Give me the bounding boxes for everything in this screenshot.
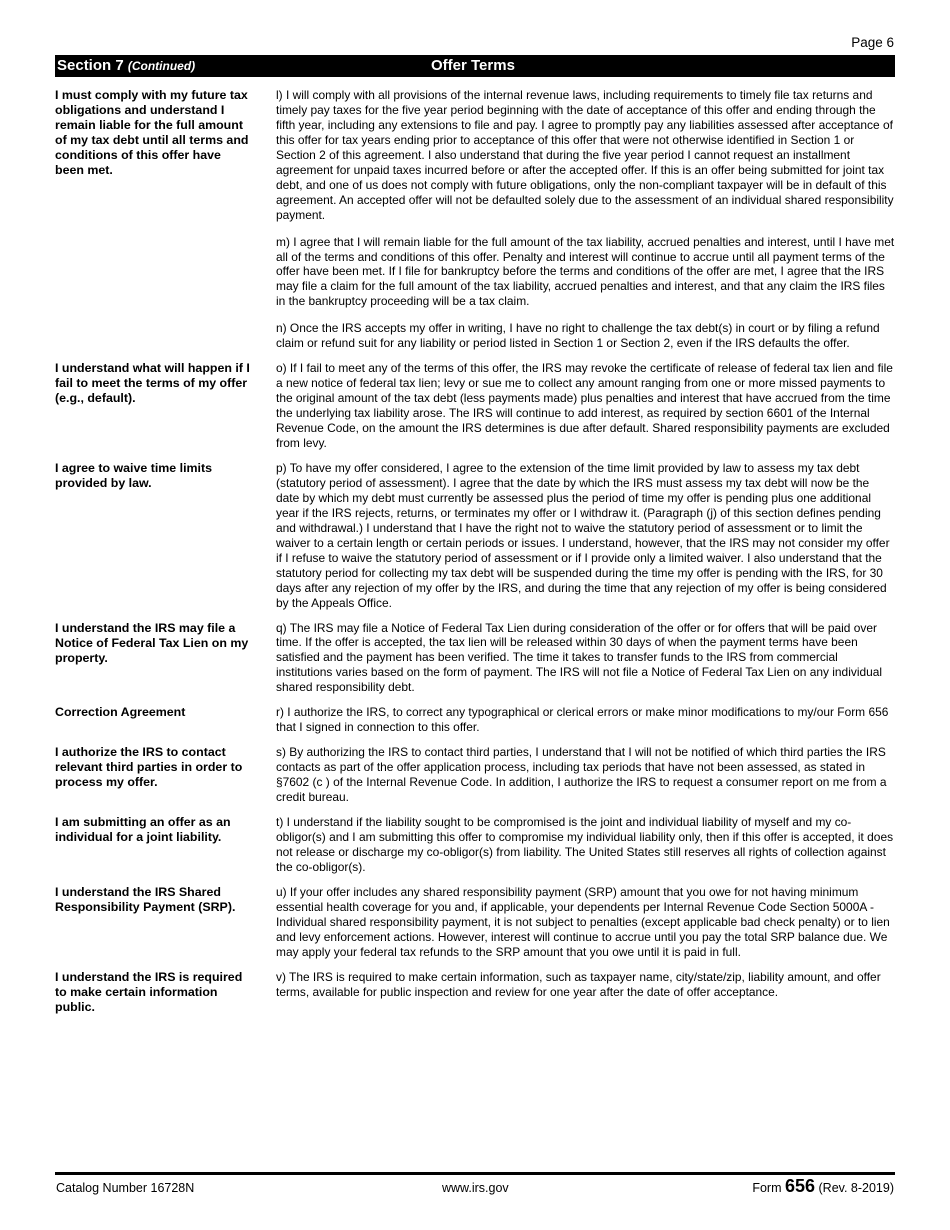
- term-paragraph: v) The IRS is required to make certain information, such as taxpayer name, city/state/zip, liability amount, and offer terms, available for public inspection and review for one year after the date of offer acceptance.: [276, 969, 881, 999]
- term-paragraph: q) The IRS may file a Notice of Federal Tax Lien during consideration of the offer or for offers that will be paid over time. If the offer is accepted, the tax lien will be released within 30 days of when the payment terms have been satisfied and the payment has been verified. The time it takes to transfer funds to the IRS from commercial institutions varies based on the form of payment. The IRS will not file a Notice of Federal Tax Lien on any individual shared responsibility debt.: [276, 620, 883, 695]
- term-paragraph: s) By authorizing the IRS to contact third parties, I understand that I will not be notified of which third parties the IRS contacts as part of the offer application process, including tax periods that have not been assessed, as stated in §7602 (c ) of the Internal Revenue Code. In addition, I authorize the IRS to request a consumer report on me from a credit bureau.: [276, 745, 887, 805]
- term-label: Correction Agreement: [55, 705, 186, 720]
- term-content: [276, 885, 895, 960]
- section-continued-label: (Continued): [127, 59, 196, 73]
- row-spacer: [55, 351, 895, 361]
- term-row: [55, 705, 895, 735]
- section-label: Section 7: [57, 57, 124, 74]
- term-row: [55, 970, 895, 1015]
- term-label: I understand what will happen if I fail to meet the terms of my offer (e.g., default).: [55, 361, 250, 406]
- row-spacer: [55, 960, 895, 970]
- term-paragraph: t) I understand if the liability sought to be compromised is the joint and individual liability of myself and my co-obligor(s) and I am submitting this offer to compromise my individual liability only, then if this offer is accepted, it does not release or discharge my co-obligor(s) from liability. The United States still reserves all rights of collection against the co-obligor(s).: [276, 814, 894, 874]
- term-content: [276, 745, 895, 805]
- term-label: I agree to waive time limits provided by law.: [55, 460, 213, 490]
- term-paragraph: r) I authorize the IRS, to correct any typographical or clerical errors or make minor modifications to my/our Form 656 that I signed in connection to this offer.: [276, 705, 889, 735]
- form-prefix: Form: [752, 1181, 782, 1195]
- term-content: [276, 461, 895, 611]
- term-label: I understand the IRS is required to make certain information public.: [55, 969, 243, 1014]
- term-paragraph: m) I agree that I will remain liable for the full amount of the tax liability, accrued penalties and interest, until I have met all of the terms and conditions of this offer. Penalty and interest will continue to accrue until all payment terms of the offer have been met. If I file for bankruptcy before the terms and conditions of the offer are met, I agree that the IRS may file a claim for the full amount of the tax liability, accrued penalties and interest, and that any claim the IRS files in the bankruptcy proceeding will be a tax claim.: [276, 234, 895, 309]
- section-header-bar: [55, 55, 895, 77]
- footer-divider: [55, 1172, 895, 1175]
- offer-terms-list: [55, 88, 895, 1015]
- term-row: [55, 815, 895, 875]
- page-footer: [55, 1176, 895, 1198]
- catalog-number: Catalog Number 16728N: [56, 1181, 195, 1195]
- term-label: I understand the IRS may file a Notice of Federal Tax Lien on my property.: [55, 620, 249, 665]
- row-spacer: [55, 451, 895, 461]
- term-label: I am submitting an offer as an individual for a joint liability.: [55, 814, 231, 844]
- term-row: [55, 621, 895, 696]
- row-spacer: [55, 735, 895, 745]
- term-paragraph: o) If I fail to meet any of the terms of this offer, the IRS may revoke the certificate of release of federal tax lien and file a new notice of federal tax lien; levy or sue me to collect any amount ranging from one or more missed payments to the original amount of the tax debt (less payments made) plus penalties and interest that have accrued from the time the underlying tax liability arose. The IRS will continue to add interest, as required by section 6601 of the Internal Revenue Code, on the amount the IRS determines is due after default. Shared responsibility payments are excluded from levy.: [276, 361, 893, 451]
- term-label: I authorize the IRS to contact relevant third parties in order to process my offer.: [55, 745, 243, 790]
- term-content: [276, 361, 895, 451]
- term-label: I must comply with my future tax obligations and understand I remain liable for the full amount of my tax debt until all terms and conditions of this offer have been met.: [55, 88, 249, 177]
- row-spacer: [55, 875, 895, 885]
- term-content: [276, 815, 895, 875]
- section-title: [57, 57, 195, 74]
- term-row: [55, 88, 895, 351]
- website-link[interactable]: www.irs.gov: [442, 1181, 509, 1195]
- offer-terms-heading: Offer Terms: [431, 57, 515, 74]
- term-content: [276, 970, 895, 1015]
- term-paragraph: u) If your offer includes any shared responsibility payment (SRP) amount that you owe for not having minimum essential health coverage for you and, if applicable, your dependents per Internal Revenue Code Section 5000A - Individual shared responsibility payment, it is not subject to penalties (except applicable bad check penalty) or to lien and levy enforcement actions. However, interest will continue to accrue until you pay the total SRP balance due. We may apply your federal tax refunds to the SRP amount that you owe until it is paid in full.: [276, 884, 890, 959]
- row-spacer: [55, 695, 895, 705]
- term-content: [276, 88, 895, 351]
- term-row: [55, 885, 895, 960]
- term-paragraph: n) Once the IRS accepts my offer in writing, I have no right to challenge the tax debt(s) in court or by filing a refund claim or refund suit for any liability or period listed in Section 1 or Section 2, even if the IRS defaults the offer.: [276, 321, 880, 351]
- term-label: I understand the IRS Shared Responsibility Payment (SRP).: [55, 884, 236, 914]
- term-content: [276, 705, 895, 735]
- form-revision: (Rev. 8-2019): [818, 1181, 894, 1195]
- term-row: [55, 361, 895, 451]
- row-spacer: [55, 805, 895, 815]
- term-paragraph: p) To have my offer considered, I agree to the extension of the time limit provided by law to assess my tax debt (statutory period of assessment). I agree that the date by which the IRS must assess my tax debt will now be the date by which my debt must currently be assessed plus the period of time my offer is pending plus one additional year if the IRS rejects, returns, or terminates my offer or I withdraw it. (Paragraph (j) of this section defines pending and withdrawal.) I understand that I have the right not to waive the statutory period of assessment or to limit the waiver to a certain length or certain periods or issues. I understand, however, that the IRS may not consider my offer if I refuse to waive the statutory period of assessment or if I provide only a limited waiver. I also understand that the statutory period for collecting my tax debt will be suspended during the time my offer is pending with the IRS, for 30 days after any rejection of my offer by the IRS, and during the time that any rejection of my offer is being considered by the Appeals Office.: [276, 460, 890, 610]
- page-number: Page 6: [851, 35, 894, 50]
- term-row: [55, 745, 895, 805]
- term-content: [276, 621, 895, 696]
- term-row: [55, 461, 895, 611]
- form-number: 656: [784, 1176, 816, 1196]
- form-identifier: [752, 1176, 894, 1197]
- row-spacer: [55, 611, 895, 621]
- term-paragraph: l) I will comply with all provisions of the internal revenue laws, including requirements to timely file tax returns and timely pay taxes for the five year period beginning with the date of acceptance of this offer and ending through the fifth year, including any extensions to file and pay. I agree to promptly pay any liabilities assessed after acceptance of this offer for tax years ending prior to acceptance of this offer that were not otherwise identified in Section 1 or Section 2 of this agreement. I also understand that during the five year period I cannot request an installment agreement for unpaid taxes incurred before or after the accepted offer. If this is an offer being submitted for joint tax debt, and one of us does not comply with future obligations, only the non-compliant taxpayer will be in default of this agreement. An accepted offer will not be defaulted solely due to the assessment of an individual shared responsibility payment.: [276, 88, 894, 222]
